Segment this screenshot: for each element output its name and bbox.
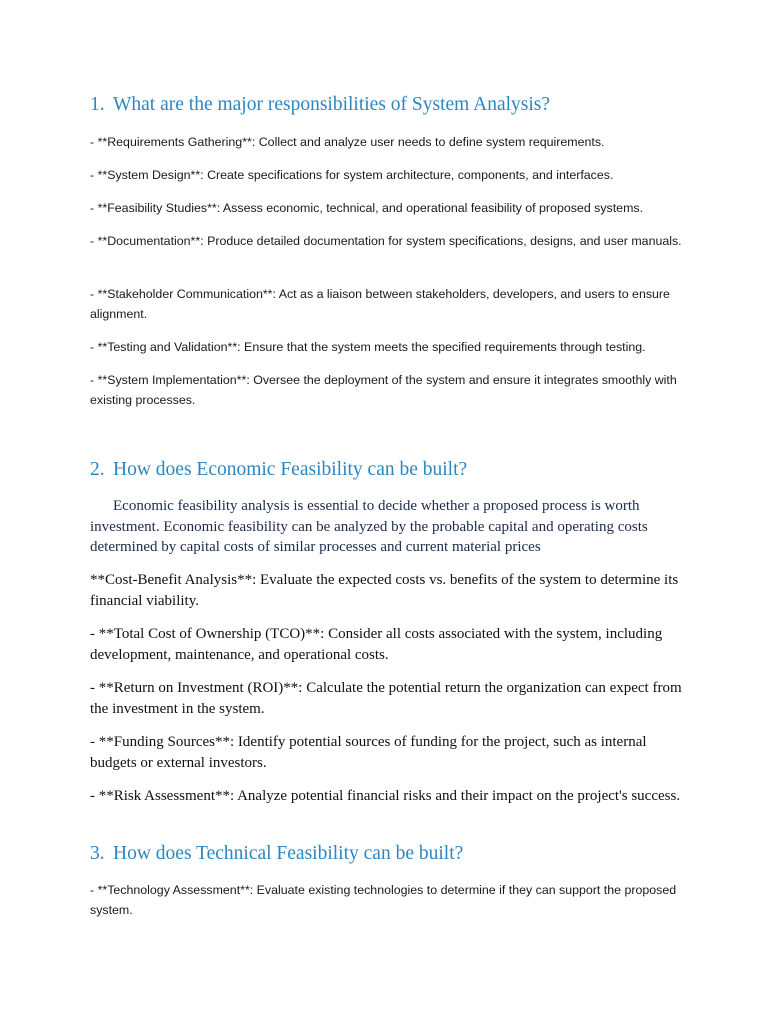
section-2-item-4: - **Funding Sources**: Identify potential sources of funding for the project, such as internal budgets or external investors. (90, 734, 647, 771)
section-2-item-2: - **Total Cost of Ownership (TCO)**: Consider all costs associated with the system, including development, maintenance, and operational costs. (90, 626, 663, 663)
section-2-number: 2. (90, 459, 105, 480)
section-1-item-6: - **Testing and Validation**: Ensure that the system meets the specified requirements through testing. (90, 340, 646, 354)
section-2-item-5: - **Risk Assessment**: Analyze potential financial risks and their impact on the project's success. (90, 788, 681, 804)
section-3-item-1: - **Technology Assessment**: Evaluate existing technologies to determine if they can support the proposed system. (90, 883, 677, 917)
section-1-item-1: - **Requirements Gathering**: Collect and analyze user needs to define system requirements. (90, 135, 605, 149)
section-1-item-4: - **Documentation**: Produce detailed documentation for system specifications, designs, and user manuals. (90, 234, 682, 248)
section-3-number: 3. (90, 843, 105, 864)
section-1-item-5: - **Stakeholder Communication**: Act as a liaison between stakeholders, developers, and users to ensure alignment. (90, 287, 670, 321)
section-1-number: 1. (90, 94, 105, 115)
section-2-item-3: - **Return on Investment (ROI)**: Calculate the potential return the organization can expect from the investment in the system. (90, 680, 682, 717)
section-1-item-7: - **System Implementation**: Oversee the deployment of the system and ensure it integrates smoothly with existing processes. (90, 373, 677, 407)
section-2-intro: Economic feasibility analysis is essential to decide whether a proposed process is worth investment. Economic feasibility can be analyzed by the probable capital and operating costs determined by capital costs of similar processes and current material prices (90, 498, 648, 555)
section-2-heading (90, 458, 467, 482)
section-1-item-3: - **Feasibility Studies**: Assess economic, technical, and operational feasibility of proposed systems. (90, 201, 644, 215)
section-2-title: How does Economic Feasibility can be built? (113, 459, 468, 480)
section-1-heading (90, 93, 550, 117)
section-1-title: What are the major responsibilities of System Analysis? (113, 94, 551, 115)
section-1-item-2: - **System Design**: Create specifications for system architecture, components, and interfaces. (90, 168, 614, 182)
section-3-heading (90, 842, 463, 866)
section-2-item-1: **Cost-Benefit Analysis**: Evaluate the expected costs vs. benefits of the system to determine its financial viability. (90, 572, 679, 609)
section-3-title: How does Technical Feasibility can be built? (113, 843, 464, 864)
